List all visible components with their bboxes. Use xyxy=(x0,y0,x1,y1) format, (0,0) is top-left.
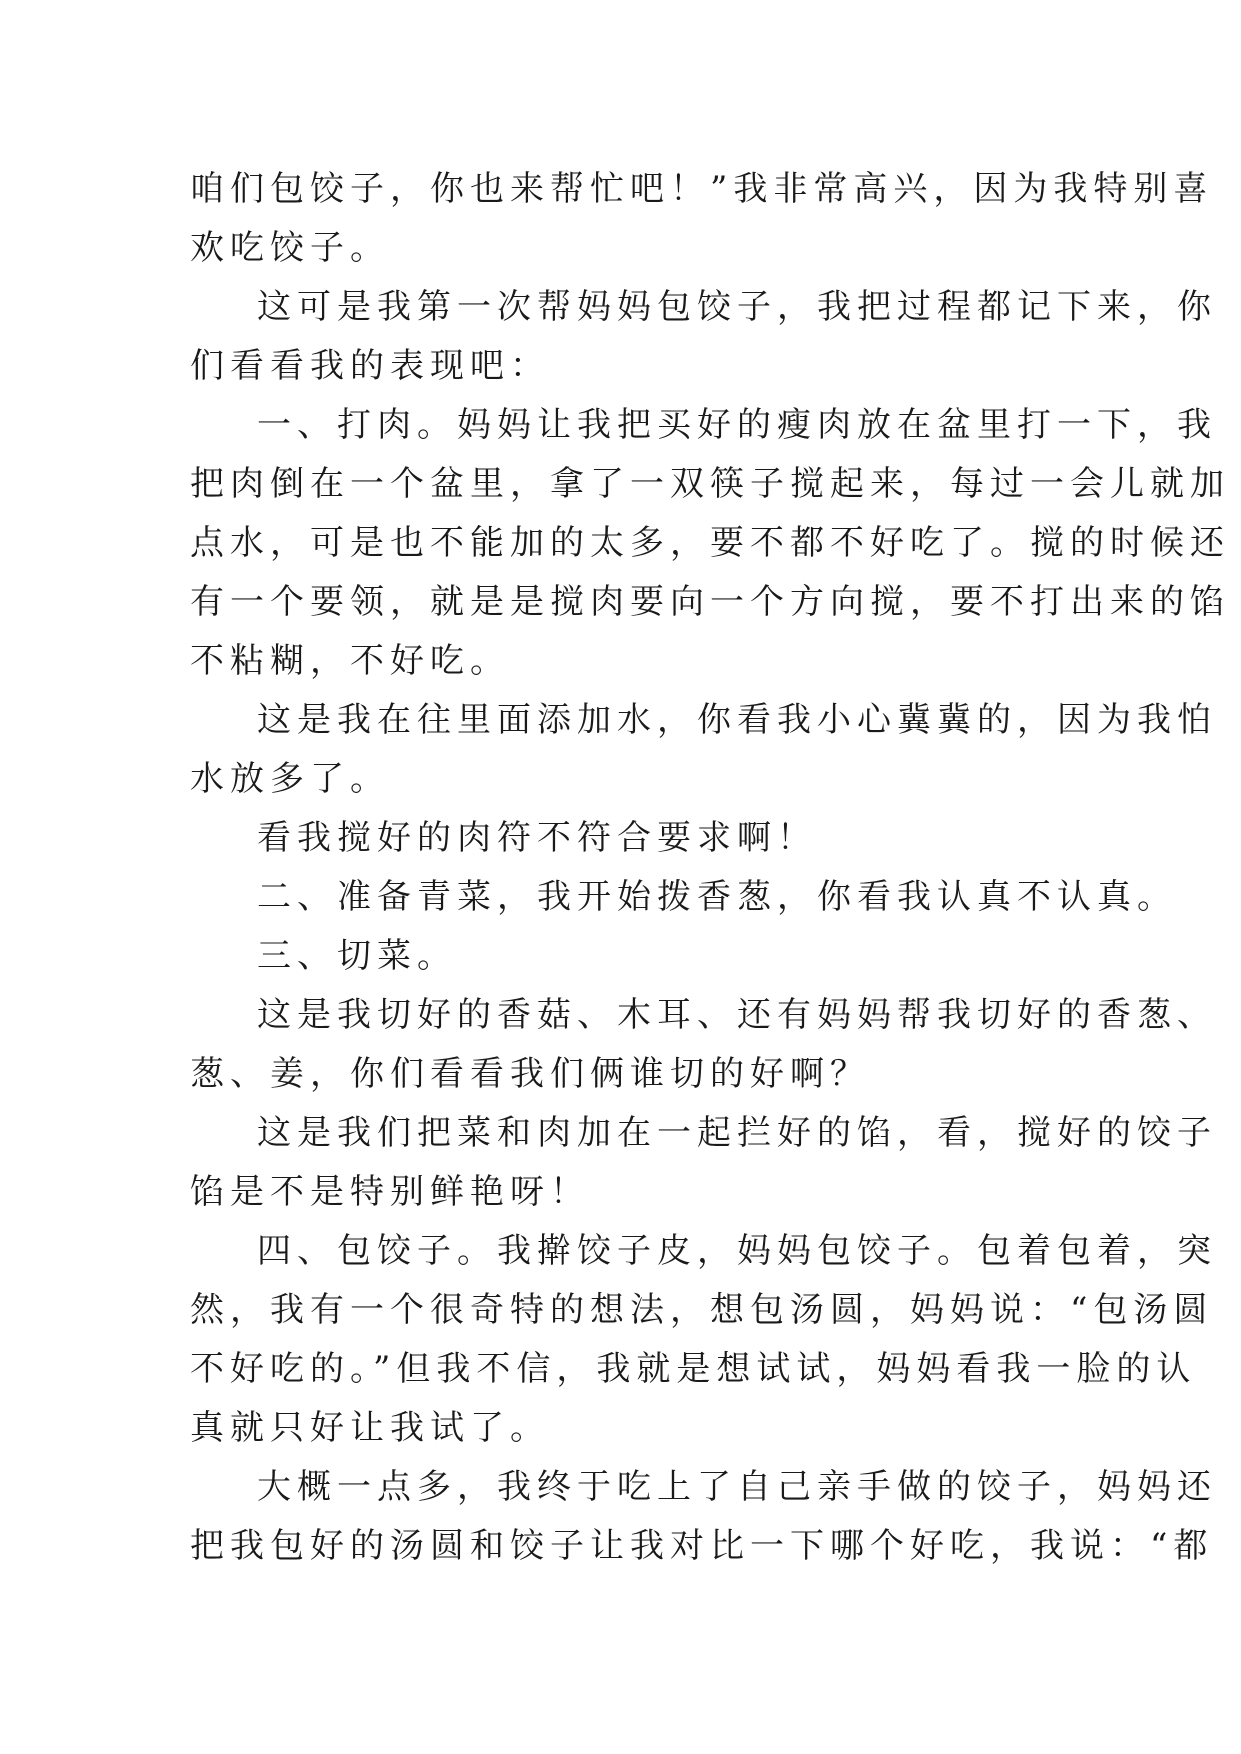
text-line: 把我包好的汤圆和饺子让我对比一下哪个好吃，我说：“都 xyxy=(190,1526,1214,1566)
text-line: 这是我切好的香菇、木耳、还有妈妈帮我切好的香葱、 xyxy=(257,995,1217,1035)
document-body xyxy=(190,160,1230,1576)
text-line: 这可是我第一次帮妈妈包饺子，我把过程都记下来，你 xyxy=(257,287,1217,327)
text-line: 葱、姜，你们看看我们俩谁切的好啊？ xyxy=(190,1054,870,1094)
text-line: 不粘糊，不好吃。 xyxy=(190,641,510,681)
text-line: 四、包饺子。我擀饺子皮，妈妈包饺子。包着包着，突 xyxy=(257,1231,1217,1271)
text-line: 看我搅好的肉符不符合要求啊！ xyxy=(257,818,817,858)
text-line: 水放多了。 xyxy=(190,759,390,799)
text-line: 不好吃的。”但我不信，我就是想试试，妈妈看我一脸的认 xyxy=(190,1349,1197,1389)
text-line: 一、打肉。妈妈让我把买好的瘦肉放在盆里打一下，我 xyxy=(257,405,1217,445)
text-line: 点水，可是也不能加的太多，要不都不好吃了。搅的时候还 xyxy=(190,523,1230,563)
text-line: 有一个要领，就是是搅肉要向一个方向搅，要不打出来的馅 xyxy=(190,582,1230,622)
text-line: 这是我们把菜和肉加在一起拦好的馅，看，搅好的饺子 xyxy=(257,1113,1217,1153)
text-line: 三、切菜。 xyxy=(257,936,457,976)
text-line: 欢吃饺子。 xyxy=(190,228,390,268)
text-line: 大概一点多，我终于吃上了自己亲手做的饺子，妈妈还 xyxy=(257,1467,1217,1507)
text-line: 二、准备青菜，我开始拨香葱，你看我认真不认真。 xyxy=(257,877,1177,917)
text-line: 真就只好让我试了。 xyxy=(190,1408,550,1448)
text-line: 们看看我的表现吧： xyxy=(190,346,550,386)
text-line: 咱们包饺子，你也来帮忙吧！”我非常高兴，因为我特别喜 xyxy=(190,169,1214,209)
text-line: 这是我在往里面添加水，你看我小心冀冀的，因为我怕 xyxy=(257,700,1217,740)
text-line: 馅是不是特别鲜艳呀！ xyxy=(190,1172,590,1212)
text-line: 把肉倒在一个盆里，拿了一双筷子搅起来，每过一会儿就加 xyxy=(190,464,1230,504)
text-line: 然，我有一个很奇特的想法，想包汤圆，妈妈说：“包汤圆 xyxy=(190,1290,1214,1330)
